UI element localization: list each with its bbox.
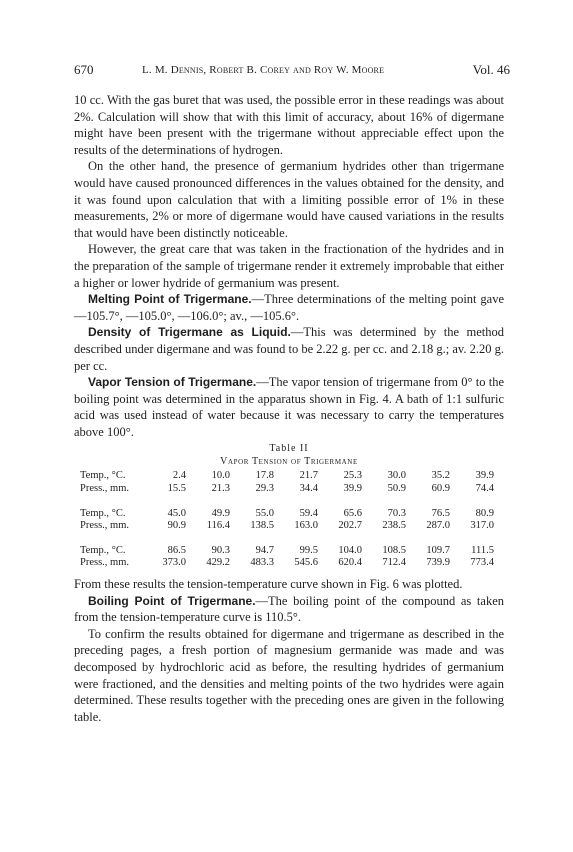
table-cell-pressure: 773.4 bbox=[470, 557, 494, 569]
table-cell-temperature: 21.7 bbox=[299, 470, 318, 482]
table-cell-pressure: 317.0 bbox=[470, 520, 494, 532]
table-cell-temperature: 49.9 bbox=[211, 507, 230, 519]
table-caption: Table II bbox=[269, 443, 309, 455]
paragraph-purity: However, the great care that was taken in the fractionation of the hydrides and in the preparation of the sample of trigermane render it extremely improbable that either a higher or lower hydride of germanium was present. bbox=[74, 242, 504, 290]
table-cell-pressure: 15.5 bbox=[167, 483, 186, 495]
table-row-temperature bbox=[80, 470, 494, 483]
paragraph-vapor-tension bbox=[74, 374, 504, 440]
table-cell-temperature: 45.0 bbox=[167, 507, 186, 519]
table-cell-temperature: 108.5 bbox=[382, 544, 406, 556]
table-cell-temperature: 65.6 bbox=[343, 507, 362, 519]
table-cell-temperature: 90.3 bbox=[211, 544, 230, 556]
paragraph-confirmation: To confirm the results obtained for digermane and trigermane as described in the preceding pages, a fresh portion of magnesium germanide was made and was decomposed by hydrochloric acid as before, the resulting hydrides of germanium were fractioned, and the densities and melting points of the two hydrides were again determined. These results together with the preceding ones are given in the following table. bbox=[74, 626, 504, 724]
paragraph-boiling-point bbox=[74, 593, 504, 626]
table-cell-pressure: 712.4 bbox=[382, 557, 406, 569]
paragraph-melting-point bbox=[74, 291, 504, 324]
table-cell-pressure: 373.0 bbox=[162, 557, 186, 569]
table-row-pressure bbox=[80, 483, 494, 496]
table-cell-pressure: 116.4 bbox=[206, 520, 230, 532]
table-group-gap bbox=[80, 533, 494, 545]
table-row-pressure bbox=[80, 557, 494, 570]
row-label: Temp., °C. bbox=[80, 544, 126, 556]
table-row-temperature bbox=[80, 508, 494, 521]
table-cell-temperature: 10.0 bbox=[211, 470, 230, 482]
table-cell-temperature: 55.0 bbox=[255, 507, 274, 519]
table-cell-pressure: 34.4 bbox=[299, 483, 318, 495]
row-label: Press., mm. bbox=[80, 557, 130, 569]
melting-point-text: —Three determinations of the melting point gave —105.7°, —105.0°, —106.0°; av., —105.6°. bbox=[74, 292, 504, 323]
density-text: —This was determined by the method described under digermane and was found to be 2.22 g. per cc. and 2.18 g.; av. 2.20 g. per cc. bbox=[74, 325, 504, 373]
table-cell-pressure: 39.9 bbox=[343, 483, 362, 495]
table-cell-pressure: 29.3 bbox=[255, 483, 274, 495]
table-cell-pressure: 429.2 bbox=[206, 557, 230, 569]
table-cell-pressure: 238.5 bbox=[382, 520, 406, 532]
table-cell-temperature: 80.9 bbox=[475, 507, 494, 519]
row-label: Temp., °C. bbox=[80, 470, 126, 482]
running-authors: L. M. Dennis, Robert B. Corey and Roy W. Moore bbox=[142, 64, 385, 76]
table-cell-pressure: 50.9 bbox=[387, 483, 406, 495]
table-cell-pressure: 138.5 bbox=[250, 520, 274, 532]
table-row-temperature bbox=[80, 545, 494, 558]
table-cell-temperature: 25.3 bbox=[343, 470, 362, 482]
table-cell-pressure: 90.9 bbox=[167, 520, 186, 532]
table-cell-temperature: 104.0 bbox=[338, 544, 362, 556]
boiling-point-text: —The boiling point of the compound as taken from the tension-temperature curve is 110.5°. bbox=[74, 593, 504, 625]
vapor-tension-table bbox=[80, 470, 494, 570]
paragraph-other-hydrides: On the other hand, the presence of germanium hydrides other than trigermane would have caused pronounced differences in the values obtained for the density, and it was found upon calculation that with a limiting possible error of 1% in these measurements, 2% or more of digermane would have caused variations in the results that would have been distinctly noticeable. bbox=[74, 159, 504, 240]
paragraph-curve: From these results the tension-temperature curve shown in Fig. 6 was plotted. bbox=[74, 577, 463, 592]
table-cell-temperature: 86.5 bbox=[167, 544, 186, 556]
table-cell-temperature: 94.7 bbox=[255, 544, 274, 556]
row-label: Temp., °C. bbox=[80, 507, 126, 519]
melting-point-heading: Melting Point of Trigermane. bbox=[88, 292, 252, 307]
volume-label: Vol. 46 bbox=[472, 62, 510, 77]
row-label: Press., mm. bbox=[80, 483, 130, 495]
table-cell-pressure: 483.3 bbox=[250, 557, 274, 569]
table-title: Vapor Tension of Trigermane bbox=[220, 456, 358, 468]
table-cell-pressure: 60.9 bbox=[431, 483, 450, 495]
table-cell-pressure: 202.7 bbox=[338, 520, 362, 532]
table-cell-pressure: 74.4 bbox=[475, 483, 494, 495]
table-cell-temperature: 70.3 bbox=[387, 507, 406, 519]
table-cell-pressure: 739.9 bbox=[426, 557, 450, 569]
table-group-gap bbox=[80, 496, 494, 508]
vapor-tension-text: —The vapor tension of trigermane from 0° to the boiling point was determined in the apparatus shown in Fig. 4. A bath of 1:1 sulfuric acid was used instead of water because it was necessary to carry the temperatures above 100°. bbox=[74, 375, 504, 439]
boiling-point-heading: Boiling Point of Trigermane. bbox=[88, 593, 256, 608]
table-cell-pressure: 620.4 bbox=[338, 557, 362, 569]
table-cell-temperature: 109.7 bbox=[426, 544, 450, 556]
table-cell-temperature: 17.8 bbox=[255, 470, 274, 482]
table-cell-temperature: 111.5 bbox=[471, 544, 494, 556]
table-cell-pressure: 163.0 bbox=[294, 520, 318, 532]
table-cell-pressure: 287.0 bbox=[426, 520, 450, 532]
paragraph-density bbox=[74, 324, 504, 374]
table-cell-temperature: 39.9 bbox=[475, 470, 494, 482]
row-label: Press., mm. bbox=[80, 520, 130, 532]
table-cell-temperature: 59.4 bbox=[299, 507, 318, 519]
table-cell-temperature: 99.5 bbox=[299, 544, 318, 556]
table-cell-temperature: 30.0 bbox=[387, 470, 406, 482]
table-cell-pressure: 21.3 bbox=[211, 483, 230, 495]
paragraph-hydrogen-error: 10 cc. With the gas buret that was used, the possible error in these readings was about 2%. Calculation will show that with this limit of accuracy, about 16% of digermane might have been present with the trigermane without appreciable effect upon the results of the determinations of hydrogen. bbox=[74, 93, 504, 157]
running-header bbox=[74, 62, 510, 82]
table-row-pressure bbox=[80, 520, 494, 533]
page-number: 670 bbox=[74, 62, 94, 77]
page bbox=[74, 62, 510, 725]
vapor-tension-heading: Vapor Tension of Trigermane. bbox=[88, 375, 257, 390]
table-cell-pressure: 545.6 bbox=[294, 557, 318, 569]
table-cell-temperature: 2.4 bbox=[172, 470, 186, 482]
density-heading: Density of Trigermane as Liquid. bbox=[88, 325, 291, 340]
table-cell-temperature: 76.5 bbox=[431, 507, 450, 519]
table-cell-temperature: 35.2 bbox=[431, 470, 450, 482]
